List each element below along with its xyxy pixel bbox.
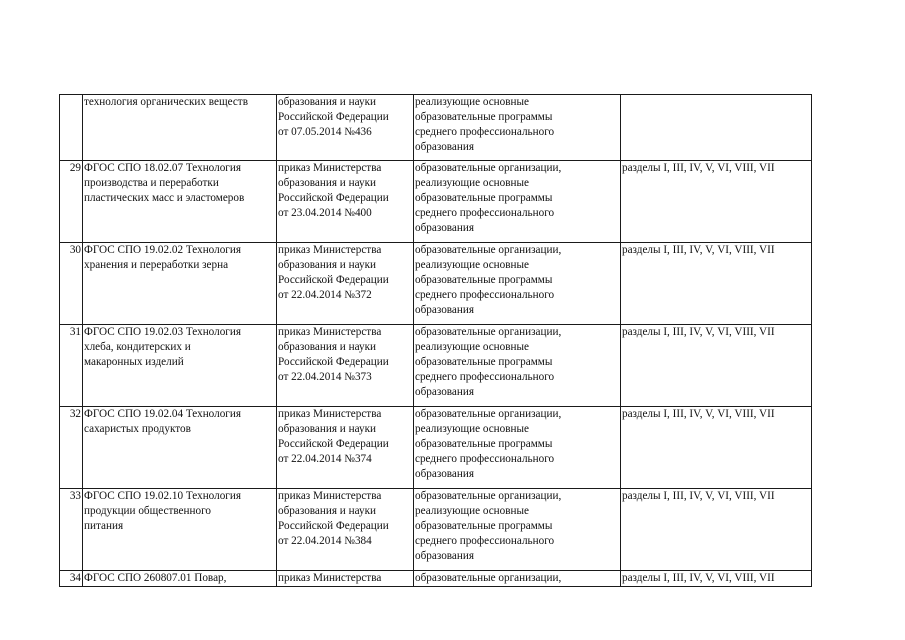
sections-cell: разделы I, III, IV, V, VI, VIII, VII — [621, 571, 812, 587]
standard-name-line: пластических масс и эластомеров — [84, 192, 245, 204]
order-line: приказ Министерства — [278, 244, 382, 256]
organization-line: образовательные программы — [415, 520, 553, 532]
organization-line: образовательные организации, — [415, 162, 562, 174]
row-number — [60, 95, 83, 161]
order-cell — [277, 243, 414, 325]
standards-table — [59, 94, 812, 587]
organization-cell — [414, 95, 621, 161]
organization-cell — [414, 489, 621, 571]
organization-line: реализующие основные — [415, 341, 530, 353]
table-row — [60, 571, 812, 587]
organization-cell — [414, 571, 621, 587]
order-line: образования и науки — [278, 96, 376, 108]
standard-name-line: производства и переработки — [84, 177, 219, 189]
organization-line: образовательные программы — [415, 111, 553, 123]
organization-line: среднего профессионального — [415, 126, 555, 138]
standard-name-line: ФГОС СПО 19.02.02 Технология — [84, 244, 242, 256]
standard-name-line: технология органических веществ — [84, 96, 248, 108]
organization-line: образования — [415, 304, 475, 316]
organization-cell — [414, 325, 621, 407]
table-row — [60, 489, 812, 571]
organization-line: образовательные программы — [415, 192, 553, 204]
order-line: приказ Министерства — [278, 572, 382, 584]
organization-line: образовательные программы — [415, 438, 553, 450]
table-row — [60, 325, 812, 407]
organization-line: образования — [415, 222, 475, 234]
standard-name-cell — [83, 571, 277, 587]
standard-name-line: ФГОС СПО 19.02.04 Технология — [84, 408, 242, 420]
organization-line: образовательные организации, — [415, 244, 562, 256]
order-line: приказ Министерства — [278, 408, 382, 420]
organization-line: образовательные организации, — [415, 572, 562, 584]
standard-name-cell — [83, 243, 277, 325]
organization-line: реализующие основные — [415, 505, 530, 517]
organization-cell — [414, 407, 621, 489]
standard-name-cell — [83, 325, 277, 407]
row-number: 33 — [60, 489, 83, 571]
organization-line: образования — [415, 550, 475, 562]
organization-line: среднего профессионального — [415, 371, 555, 383]
order-line: Российской Федерации — [278, 192, 389, 204]
organization-line: реализующие основные — [415, 96, 530, 108]
order-cell — [277, 407, 414, 489]
organization-line: образовательные организации, — [415, 490, 562, 502]
standard-name-line: хранения и переработки зерна — [84, 259, 229, 271]
order-line: от 07.05.2014 №436 — [278, 126, 372, 138]
organization-line: реализующие основные — [415, 259, 530, 271]
row-number: 30 — [60, 243, 83, 325]
table-row — [60, 243, 812, 325]
order-line: образования и науки — [278, 505, 376, 517]
standard-name-cell — [83, 161, 277, 243]
standard-name-line: питания — [84, 520, 124, 532]
standard-name-line: сахаристых продуктов — [84, 423, 191, 435]
order-line: образования и науки — [278, 177, 376, 189]
organization-line: реализующие основные — [415, 423, 530, 435]
table-row — [60, 95, 812, 161]
order-line: Российской Федерации — [278, 438, 389, 450]
table-row — [60, 161, 812, 243]
organization-line: среднего профессионального — [415, 535, 555, 547]
order-cell — [277, 571, 414, 587]
standard-name-cell — [83, 95, 277, 161]
organization-cell — [414, 161, 621, 243]
order-line: от 22.04.2014 №374 — [278, 453, 372, 465]
order-line: приказ Министерства — [278, 326, 382, 338]
sections-cell — [621, 95, 812, 161]
row-number: 31 — [60, 325, 83, 407]
order-line: от 22.04.2014 №372 — [278, 289, 372, 301]
standard-name-line: хлеба, кондитерских и — [84, 341, 191, 353]
table-row — [60, 407, 812, 489]
order-line: приказ Министерства — [278, 490, 382, 502]
order-line: от 22.04.2014 №373 — [278, 371, 372, 383]
order-line: Российской Федерации — [278, 274, 389, 286]
standard-name-line: ФГОС СПО 19.02.10 Технология — [84, 490, 242, 502]
organization-line: образования — [415, 141, 475, 153]
organization-line: реализующие основные — [415, 177, 530, 189]
order-line: приказ Министерства — [278, 162, 382, 174]
sections-cell: разделы I, III, IV, V, VI, VIII, VII — [621, 325, 812, 407]
organization-line: образовательные организации, — [415, 326, 562, 338]
standard-name-line: ФГОС СПО 260807.01 Повар, — [84, 572, 227, 584]
order-line: Российской Федерации — [278, 111, 389, 123]
sections-cell: разделы I, III, IV, V, VI, VIII, VII — [621, 489, 812, 571]
organization-line: образования — [415, 386, 475, 398]
order-line: Российской Федерации — [278, 356, 389, 368]
sections-cell: разделы I, III, IV, V, VI, VIII, VII — [621, 407, 812, 489]
order-cell — [277, 95, 414, 161]
organization-line: среднего профессионального — [415, 453, 555, 465]
sections-cell: разделы I, III, IV, V, VI, VIII, VII — [621, 243, 812, 325]
order-line: Российской Федерации — [278, 520, 389, 532]
order-line: образования и науки — [278, 341, 376, 353]
organization-line: образовательные программы — [415, 356, 553, 368]
standard-name-line: продукции общественного — [84, 505, 211, 517]
standard-name-cell — [83, 489, 277, 571]
order-line: образования и науки — [278, 259, 376, 271]
row-number: 34 — [60, 571, 83, 587]
organization-line: среднего профессионального — [415, 207, 555, 219]
order-line: от 23.04.2014 №400 — [278, 207, 372, 219]
standard-name-line: ФГОС СПО 19.02.03 Технология — [84, 326, 242, 338]
order-cell — [277, 489, 414, 571]
organization-cell — [414, 243, 621, 325]
order-line: образования и науки — [278, 423, 376, 435]
order-line: от 22.04.2014 №384 — [278, 535, 372, 547]
sections-cell: разделы I, III, IV, V, VI, VIII, VII — [621, 161, 812, 243]
standard-name-line: ФГОС СПО 18.02.07 Технология — [84, 162, 242, 174]
organization-line: образовательные программы — [415, 274, 553, 286]
organization-line: среднего профессионального — [415, 289, 555, 301]
standard-name-line: макаронных изделий — [84, 356, 184, 368]
organization-line: образования — [415, 468, 475, 480]
row-number: 32 — [60, 407, 83, 489]
order-cell — [277, 325, 414, 407]
row-number: 29 — [60, 161, 83, 243]
order-cell — [277, 161, 414, 243]
organization-line: образовательные организации, — [415, 408, 562, 420]
standard-name-cell — [83, 407, 277, 489]
